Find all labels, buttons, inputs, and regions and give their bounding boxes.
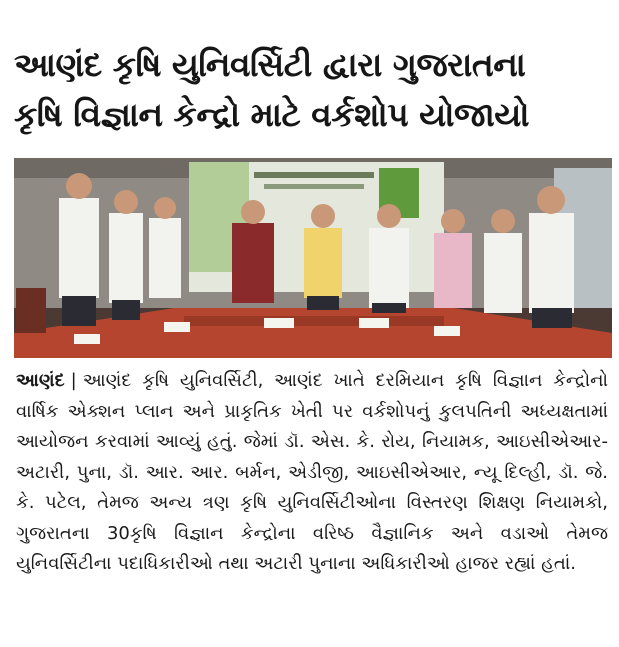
news-photo <box>14 158 612 358</box>
headline-line-1: આણંદ કૃષિ યુનિવર્સિટી દ્વારા ગુજરાતના <box>14 45 526 84</box>
article-body-text: આણંદ કૃષિ યુનિવર્સિટી, આણંદ ખાતે દરમિયાન કૃષિ વિજ્ઞાન કેન્દ્રોનો વાર્ષિક એક્શન પ્લાન અને પ્રાકૃતિક ખેતી પર વર્કશોપનું કુલપતિની અધ્યક્ષતામાં આયોજન કરવામાં આવ્યું હતું. જેમાં ડૉ. એસ. કે. રોય, નિયામક, આઇસીએઆર-અટારી, પુના, ડૉ. આર. આર. બર્મન, એડીજી, આઇસીએઆર, ન્યૂ દિલ્હી, ડૉ. જે. કે. પટેલ, તેમજ અન્ય ત્રણ કૃષિ યુનિવર્સિટીઓના વિસ્તરણ શિક્ષણ નિયામકો, ગુજરાતના 30કૃષિ વિજ્ઞાન કેન્દ્રોના વરિષ્ઠ વૈજ્ઞાનિક અને વડાઓ તેમજ યુનિવર્સિટીના પદાધિકારીઓ તથા અટારી પુનાના અધિકારીઓ હાજર રહ્યાં હતાં. <box>16 370 608 574</box>
headline-line-2: કૃષિ વિજ્ઞાન કેન્દ્રો માટે વર્કશોપ યોજાયો <box>14 95 530 134</box>
group-photo-icon <box>14 158 612 358</box>
dateline-separator: | <box>70 370 77 391</box>
headline <box>14 40 609 140</box>
dateline: આણંદ <box>16 370 65 391</box>
article-body <box>16 366 608 580</box>
